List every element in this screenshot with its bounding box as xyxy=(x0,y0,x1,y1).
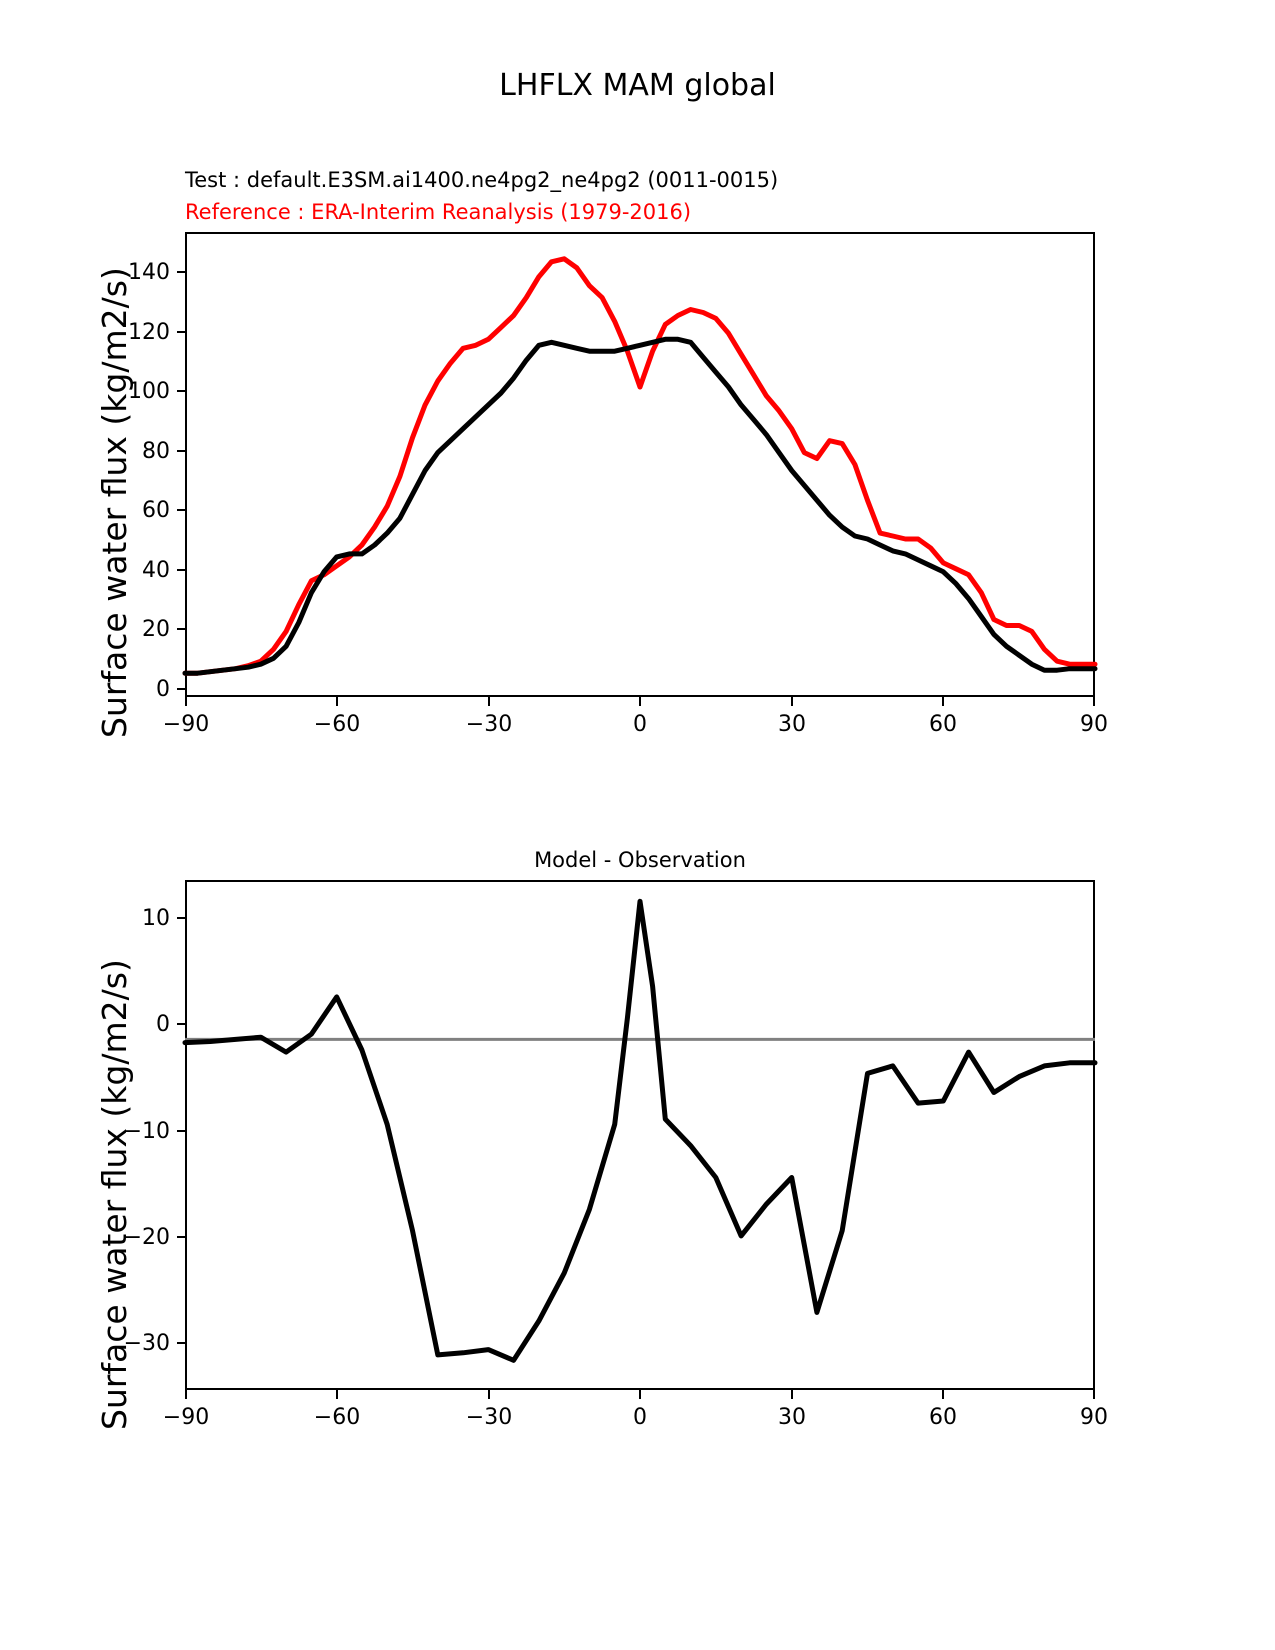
y-axis-label-top: Surface water flux (kg/m2/s) xyxy=(95,267,134,738)
panel-bottom xyxy=(0,830,1275,1450)
x-tick-bottom-30: 30 xyxy=(778,1405,806,1430)
x-tick-top-0: 0 xyxy=(633,712,647,737)
y-tick-top-140: 140 xyxy=(128,260,170,285)
y-tick-top-60: 60 xyxy=(142,498,170,523)
x-tick-bottom-m30: −30 xyxy=(465,1405,513,1430)
subplot-title-bottom: Model - Observation xyxy=(534,848,746,872)
reference-curve xyxy=(185,259,1095,673)
y-tick-bottom-10: 10 xyxy=(142,906,170,931)
page-title: LHFLX MAM global xyxy=(499,68,776,103)
x-tick-top-90: 90 xyxy=(1080,712,1108,737)
legend-reference-label: Reference : ERA-Interim Reanalysis (1979-2016) xyxy=(185,200,692,224)
y-tick-top-40: 40 xyxy=(142,558,170,583)
y-tick-bottom-0: 0 xyxy=(156,1012,170,1037)
panel-top xyxy=(0,150,1275,760)
y-tick-bottom-m10: −10 xyxy=(123,1119,170,1144)
y-tick-top-20: 20 xyxy=(142,617,170,642)
y-tick-top-120: 120 xyxy=(128,320,170,345)
y-tick-top-0: 0 xyxy=(156,677,170,702)
x-tick-top-30: 30 xyxy=(778,712,806,737)
y-tick-bottom-m20: −20 xyxy=(123,1225,170,1250)
y-tick-top-80: 80 xyxy=(142,439,170,464)
x-tick-top-60: 60 xyxy=(929,712,957,737)
y-tick-bottom-m30: −30 xyxy=(123,1331,170,1356)
y-axis-label-bottom: Surface water flux (kg/m2/s) xyxy=(95,959,134,1430)
legend-test-label: Test : default.E3SM.ai1400.ne4pg2_ne4pg2 (0011-0015) xyxy=(185,168,779,192)
x-tick-bottom-60: 60 xyxy=(929,1405,957,1430)
x-tick-top-m60: −60 xyxy=(313,712,361,737)
y-tick-top-100: 100 xyxy=(128,379,170,404)
x-tick-top-m90: −90 xyxy=(162,712,210,737)
difference-curve xyxy=(185,901,1095,1360)
x-tick-bottom-m60: −60 xyxy=(313,1405,361,1430)
chart-curves-top xyxy=(0,150,1275,760)
x-tick-top-m30: −30 xyxy=(465,712,513,737)
chart-curves-bottom xyxy=(0,830,1275,1450)
x-tick-bottom-0: 0 xyxy=(633,1405,647,1430)
x-tick-bottom-m90: −90 xyxy=(162,1405,210,1430)
x-tick-bottom-90: 90 xyxy=(1080,1405,1108,1430)
